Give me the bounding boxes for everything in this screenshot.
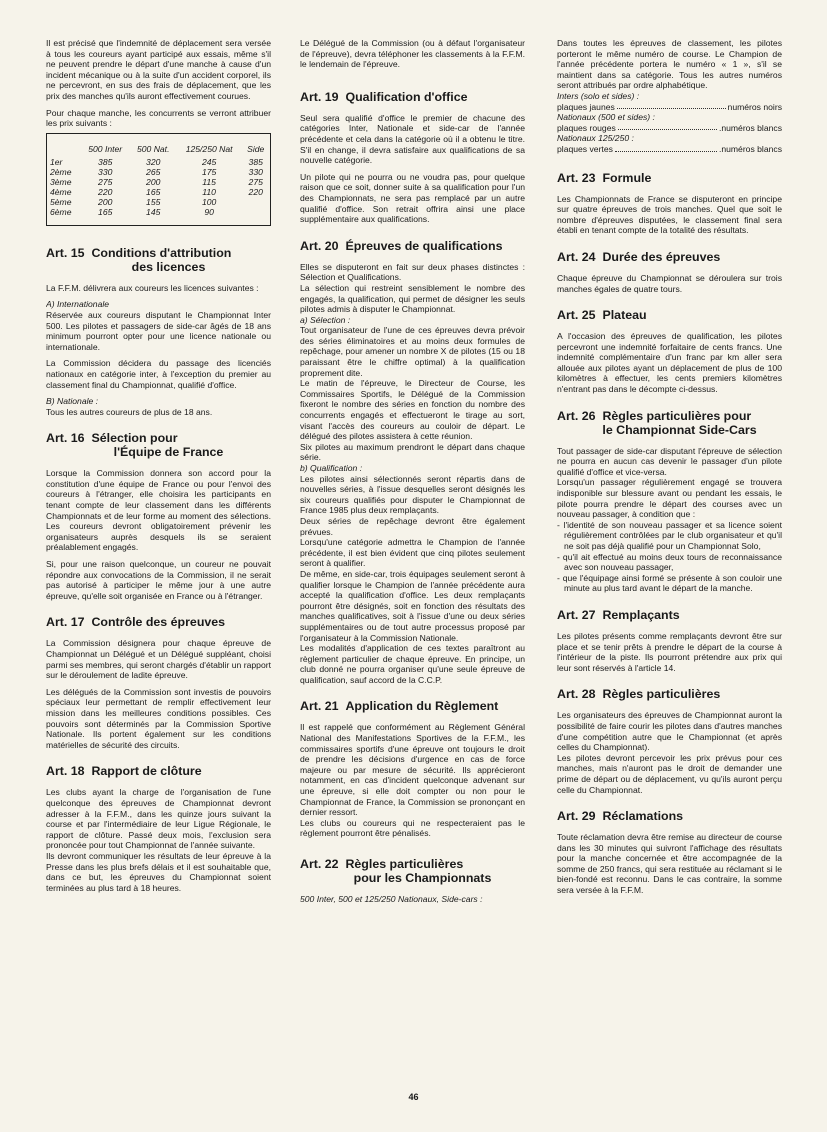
prize-table bbox=[46, 133, 271, 226]
subsection-label: b) Qualification : bbox=[300, 463, 363, 473]
article-heading bbox=[300, 857, 525, 885]
plate-row bbox=[557, 144, 782, 155]
paragraph: Tous les autres coureurs de plus de 18 ans. bbox=[46, 406, 213, 417]
paragraph: La F.F.M. délivrera aux coureurs les licences suivantes : bbox=[46, 282, 259, 293]
table-cell: 200 bbox=[98, 196, 113, 207]
paragraph: Lorsque la Commission donnera son accord pour la constitution d'une équipe de France ou pour l'envoi des coureurs à l'étranger, elle choisira les participants en tenant compte de leur classement dans les différents Championnats et de leur forme au moment des sélections. Les coureurs devront obligatoirement prévenir les organisateurs auprès desquels ils se seraient préalablement engagés. bbox=[46, 468, 271, 553]
paragraph: La Commission décidera du passage des licenciés nationaux en catégorie inter, à l'exception du premier au classement final du Championnat, qualifié d'office. bbox=[46, 358, 271, 390]
paragraph: Les clubs ou coureurs qui ne respecteraient pas le règlement pourront être pénalisés. bbox=[300, 817, 525, 839]
plate-color: plaques rouges bbox=[557, 122, 616, 133]
paragraph: Les organisateurs des épreuves de Championnat auront la possibilité de faire courir les pilotes dans d'autres manches d'une compétition autre que le Championnat (et après celles du Championnat). bbox=[557, 710, 782, 753]
condition-list bbox=[557, 520, 782, 594]
table-cell: 330 bbox=[98, 166, 113, 177]
article-title: Formule bbox=[602, 170, 652, 185]
table-row bbox=[47, 187, 271, 197]
article-number: Art. 19 bbox=[300, 89, 339, 104]
article-heading bbox=[300, 239, 525, 253]
paragraph: Les pilotes présents comme remplaçants devront être sur place et se tenir prêts à prendre le départ de la course à l'intérieur de la piste. Ils pourront prétendre aux prix qui leur sont réservés à l'article 14. bbox=[557, 630, 782, 673]
table-cell: 275 bbox=[248, 176, 263, 187]
paragraph: Réservée aux coureurs disputant le Championnat Inter 500. Les pilotes et passagers de side-car âgés de 18 ans minimum pourront opter pour une licence nationale ou internationale. bbox=[46, 309, 271, 352]
table-cell: 320 bbox=[146, 156, 161, 167]
paragraph: Les clubs ayant la charge de l'organisation de l'une quelconque des épreuves de Championnat devront adresser à la F.F.M., dans les quinze jours suivant la course et par l'intermédiaire de leur Ligue Régionale, le rapport de clôture. Passé deux mois, l'exclusion sera prononcée pour tout Championnat de l'année suivante. bbox=[46, 787, 271, 851]
article-title: Durée des épreuves bbox=[602, 249, 721, 264]
table-row bbox=[47, 207, 271, 226]
table-header bbox=[47, 133, 81, 157]
article-title: Contrôle des épreuves bbox=[91, 615, 226, 630]
article-number: Art. 18 bbox=[46, 764, 85, 779]
plate-category: Inters (solo et sides) : bbox=[557, 90, 640, 101]
article-title: Épreuves de qualifications bbox=[345, 238, 503, 253]
paragraph: Le Délégué de la Commission (ou à défaut l'organisateur de l'épreuve), devra téléphoner les classements à la F.F.M. le lendemain de l'épreuve. bbox=[300, 38, 525, 70]
paragraph: Six pilotes au maximum prendront le départ dans chaque série. bbox=[300, 441, 525, 463]
article-title: Rapport de clôture bbox=[91, 764, 202, 779]
paragraph: Les pilotes devront percevoir les prix prévus pour ces manches, mais n'auront pas le droit de demander une prime de départ ou de déplacement, vu qu'ils auront perçu celle du Championnat. bbox=[557, 752, 782, 795]
paragraph: Tout organisateur de l'une de ces épreuves devra prévoir des séries éliminatoires et au moins deux formules de repêchage, pour amener un nombre X de pilotes (15 ou 18 paraissant être le chiffre optimal) à la qualification proprement dite. bbox=[300, 325, 525, 378]
dot-leader bbox=[615, 144, 717, 152]
article-title-line-2: le Championnat Side-Cars bbox=[602, 422, 757, 437]
article-heading bbox=[557, 608, 782, 622]
table-cell: 165 bbox=[146, 186, 161, 197]
list-item: - que l'équipage ainsi formé se présente à son couloir une minute au plus tard avant le départ de la manche. bbox=[557, 572, 782, 594]
article-heading bbox=[46, 615, 271, 629]
table-cell: 5ème bbox=[50, 196, 72, 207]
paragraph: Un pilote qui ne pourra ou ne voudra pas, pour quelque raison que ce soit, donner suite à sa qualification pour l'un des Championnats, ne sera pas remplacé par un autre qualifié d'office. Son retrait offrira ainsi une place supplémentaire aux qualifications. bbox=[300, 171, 525, 225]
paragraph: Il est précisé que l'indemnité de déplacement sera versée à tous les coureurs ayant participé aux essais, même s'il ne peuvent prendre le départ d'une manche à cause d'un incident mécanique ou à la suite d'un accident corporel, ils ne percevront, en sus des frais de déplacement, que les prix des manches qu'ils auront effectivement courues. bbox=[46, 38, 271, 101]
table-cell: 220 bbox=[248, 186, 263, 197]
table-cell: 385 bbox=[248, 156, 263, 167]
column-1 bbox=[46, 38, 271, 1092]
article-number: Art. 21 bbox=[300, 699, 339, 714]
article-heading bbox=[557, 171, 782, 185]
paragraph: Seul sera qualifié d'office le premier de chacune des catégories Inter, Nationale et side-car de l'année précédente et cela dans la catégorie où il a obtenu le titre. S'il en change, il devra satisfaire aux qualifications de sa nouvelle catégorie. bbox=[300, 112, 525, 166]
table-cell: 2ème bbox=[50, 166, 72, 177]
paragraph: Lorsqu'une catégorie admettra le Champion de l'année précédente, il est bien évident que cinq pilotes seulement seront à qualifier. bbox=[300, 537, 525, 569]
subsection-label: A) Internationale bbox=[46, 299, 110, 310]
paragraph: Les Championnats de France se disputeront en principe sur quatre épreuves de trois manches. Quel que soit le nombre d'épreuves disputées, le classement final sera établi en tenant compte de la totalité des résultats. bbox=[557, 193, 782, 236]
paragraph: De même, en side-car, trois équipages seulement seront à qualifier lorsque le Champion de l'année précédente aura accepté la qualification d'office. Les deux remplaçants pourront être désignés, soit en fonction des résultats des manches qualificatives, soit à l'issue d'une ou deux séries supplémentaires ou de tout autre processus proposé par l'organisateur à la Commission Nationale. bbox=[300, 568, 525, 643]
article-heading bbox=[557, 308, 782, 322]
paragraph: Toute réclamation devra être remise au directeur de course dans les 30 minutes qui suivront l'affichage des résultats pour la manche concernée et être accompagnée de la somme de 250 francs, qui sera restituée au réclamant si le bien-fondé est reconnu. Dans le cas contraire, la somme sera versée à la F.F.M. bbox=[557, 832, 782, 896]
article-number: Art. 22 bbox=[300, 857, 339, 871]
article-title: Règles particulières bbox=[602, 687, 721, 702]
article-number: Art. 27 bbox=[557, 607, 596, 622]
article-number: Art. 29 bbox=[557, 809, 596, 824]
table-header: Side bbox=[247, 143, 265, 154]
table-cell: 145 bbox=[146, 206, 161, 217]
table-cell: 115 bbox=[202, 176, 216, 187]
paragraph: Pour chaque manche, les concurrents se verront attribuer les prix suivants : bbox=[46, 107, 271, 129]
article-heading bbox=[46, 764, 271, 778]
paragraph: Dans toutes les épreuves de classement, les pilotes porteront le même numéro de course. Le Champion de l'année précédente portera le numéro « 1 », s'il se maintient dans sa catégorie. Tous les autres numéros seront attribués par ordre alphabétique. bbox=[557, 38, 782, 91]
article-title-line-2: pour les Championnats bbox=[353, 871, 492, 885]
article-heading bbox=[300, 699, 525, 713]
table-row bbox=[47, 157, 271, 167]
article-title: Règles particulières bbox=[345, 857, 464, 871]
article-number: Art. 17 bbox=[46, 615, 85, 630]
article-title: Remplaçants bbox=[602, 607, 680, 622]
table-row bbox=[47, 167, 271, 177]
table-cell: 155 bbox=[146, 196, 161, 207]
table-cell: 330 bbox=[248, 166, 263, 177]
article-number: Art. 24 bbox=[557, 249, 596, 264]
plate-color: plaques vertes bbox=[557, 143, 613, 154]
paragraph: Lorsqu'un passager régulièrement engagé se trouvera indisponible sur blessure avant ou pendant les essais, le pilote pourra prendre le départ des courses avec un nouveau passager, à condition que : bbox=[557, 477, 782, 520]
dot-leader bbox=[618, 123, 717, 131]
article-heading bbox=[557, 809, 782, 823]
paragraph: Chaque épreuve du Championnat se déroulera sur trois manches égales de quatre tours. bbox=[557, 272, 782, 294]
paragraph: La sélection qui restreint sensiblement le nombre des engagés, la qualification, qui permet de désigner les seuls pilotes admis à disputer le Championnat. bbox=[300, 282, 525, 315]
paragraph: Ils devront communiquer les résultats de leur épreuve à la Presse dans les plus brefs délais et il est souhaitable que, dans ce but, les épreuves du Championnat soient terminées au plus tard à 18 heures. bbox=[46, 850, 271, 893]
table-cell: 265 bbox=[146, 166, 161, 177]
article-title: Règles particulières pour bbox=[602, 408, 752, 423]
paragraph: 500 Inter, 500 et 125/250 Nationaux, Side-cars : bbox=[300, 894, 483, 904]
dot-leader bbox=[617, 102, 726, 110]
article-title: Application du Règlement bbox=[345, 699, 499, 714]
article-number: Art. 20 bbox=[300, 238, 339, 253]
table-cell: 220 bbox=[98, 186, 113, 197]
table-cell: 385 bbox=[98, 156, 113, 167]
article-title: Conditions d'attribution bbox=[91, 245, 232, 260]
paragraph: Deux séries de repêchage devront être également prévues. bbox=[300, 515, 525, 537]
table-cell bbox=[241, 207, 270, 226]
table-cell: 90 bbox=[204, 206, 214, 217]
article-title: Qualification d'office bbox=[345, 89, 468, 104]
table-cell: 245 bbox=[201, 156, 217, 167]
article-heading bbox=[557, 409, 782, 437]
table-cell: 100 bbox=[201, 196, 217, 207]
paragraph: Les pilotes ainsi sélectionnés seront répartis dans de nouvelles séries, à l'issue desquelles seront désignés les six coureurs qualifiés pour disputer le Championnat de France 1985 plus deux remplaçants. bbox=[300, 473, 525, 516]
article-title-line-2: des licences bbox=[131, 259, 206, 274]
table-header: 500 Nat. bbox=[136, 143, 170, 154]
number-color: .numéros blancs bbox=[718, 143, 782, 154]
list-item: - qu'il ait effectué au moins deux tours de reconnaissance avec son nouveau passager, bbox=[557, 551, 782, 573]
paragraph: Les modalités d'application de ces textes paraîtront au règlement particulier de chaque épreuve. En principe, un club donné ne pourra organiser qu'une seule épreuve de qualification, sauf accord de la C.C.P. bbox=[300, 643, 525, 685]
table-cell: 4ème bbox=[50, 186, 72, 197]
number-color: .numéros blancs bbox=[718, 122, 782, 133]
page-number: 46 bbox=[408, 1092, 419, 1102]
table-cell: 165 bbox=[98, 206, 113, 217]
article-title: Plateau bbox=[602, 308, 647, 323]
table-cell: 175 bbox=[201, 166, 217, 177]
table-cell: 3ème bbox=[50, 176, 72, 187]
table-cell: 1er bbox=[50, 156, 63, 167]
article-number: Art. 15 bbox=[46, 245, 85, 260]
paragraph: Tout passager de side-car disputant l'épreuve de sélection ne pourra en aucun cas devenir le passager d'un pilote qualifié d'office et vice-versa. bbox=[557, 445, 782, 477]
article-heading bbox=[46, 246, 271, 274]
table-row bbox=[47, 197, 271, 207]
list-item: - l'identité de son nouveau passager et sa licence soient régulièrement contrôlées par le club organisateur et qu'il ne soit pas déjà qualifié pour un Championnat Solo, bbox=[557, 519, 782, 551]
table-cell: 110 bbox=[202, 186, 216, 197]
article-number: Art. 28 bbox=[557, 687, 596, 702]
article-heading bbox=[557, 687, 782, 701]
number-color: numéros noirs bbox=[727, 101, 782, 112]
paragraph: Elles se disputeront en fait sur deux phases distinctes : Sélection et Qualifications. bbox=[300, 261, 525, 283]
article-title: Sélection pour bbox=[91, 431, 178, 446]
column-3 bbox=[557, 38, 782, 1092]
article-title: Réclamations bbox=[602, 809, 684, 824]
plate-row bbox=[557, 123, 782, 134]
plate-category: Nationaux (500 et sides) : bbox=[557, 112, 655, 123]
article-title-line-2: l'Équipe de France bbox=[113, 445, 224, 460]
paragraph: Si, pour une raison quelconque, un coureur ne pouvait répondre aux convocations de la Commission, il ne serait pas autorisé à participer le même jour à une autre épreuve, qu'elle soit organisée en France ou à l'étranger. bbox=[46, 559, 271, 601]
paragraph: Les délégués de la Commission sont investis de pouvoirs spéciaux leur permettant de remplir effectivement leur mission dans les meilleures conditions possibles. Ces pouvoirs sont déterminés par la Commission Sportive Nationale. Ils portent également sur les conditions matérielles de sécurité des circuits. bbox=[46, 686, 271, 750]
subsection-label: a) Sélection : bbox=[300, 314, 351, 325]
table-cell: 200 bbox=[146, 176, 161, 187]
article-number: Art. 26 bbox=[557, 408, 596, 423]
paragraph: Le matin de l'épreuve, le Directeur de Course, les Commissaires Sportifs, le Délégué de la Commission fixeront le nombre des séries en fonction du nombre des concurrents engagés et effectueront le tirage au sort, visant l'accès des coureurs au couloir de départ. Le délégué des pilotes assistera à cette réunion. bbox=[300, 378, 525, 442]
paragraph: A l'occasion des épreuves de qualification, les pilotes percevront une indemnité forfaitaire de cents francs. Une indemnité complémentaire d'un franc par km aller sera allouée aux pilotes ayant un déplacement de plus de 100 kilomètres à effectuer, les cents premiers kilomètres n'entrant pas dans le décompte ci-dessus. bbox=[557, 331, 782, 395]
article-heading bbox=[300, 90, 525, 104]
table-header: 500 Inter bbox=[88, 143, 123, 154]
subsection-label: B) Nationale : bbox=[46, 396, 99, 407]
table-cell: 6ème bbox=[50, 206, 72, 217]
article-number: Art. 16 bbox=[46, 431, 85, 446]
table-header-row bbox=[47, 133, 271, 157]
plate-category: Nationaux 125/250 : bbox=[557, 133, 634, 144]
plate-row bbox=[557, 102, 782, 113]
paragraph: Il est rappelé que conformément au Règlement Général National des Manifestations Sportives de la F.F.M., les commissaires sportifs d'une épreuve ont toujours le droit de prendre les décisions d'urgence en cas de force majeure ou par mesure de sécurité. Ils apprécieront notamment, en cas d'incident quelconque advenant sur une épreuve, si elle doit compter ou non pour le Championnat de France, la Commission se prononçant en dernier ressort. bbox=[300, 722, 525, 818]
table-header: 125/250 Nat bbox=[185, 143, 233, 154]
table-cell: 275 bbox=[98, 176, 113, 187]
article-number: Art. 23 bbox=[557, 170, 596, 185]
article-number: Art. 25 bbox=[557, 308, 596, 323]
paragraph: La Commission désignera pour chaque épreuve de Championnat un Délégué et un Délégué suppléant, choisi parmi ses membres, qui seront chargés d'établir un rapport sur le déroulement de ladite épreuve. bbox=[46, 638, 271, 681]
plate-color: plaques jaunes bbox=[557, 101, 615, 112]
article-heading bbox=[557, 250, 782, 264]
column-2 bbox=[300, 38, 525, 1092]
table-row bbox=[47, 177, 271, 187]
table-cell bbox=[241, 197, 270, 207]
article-heading bbox=[46, 431, 271, 459]
